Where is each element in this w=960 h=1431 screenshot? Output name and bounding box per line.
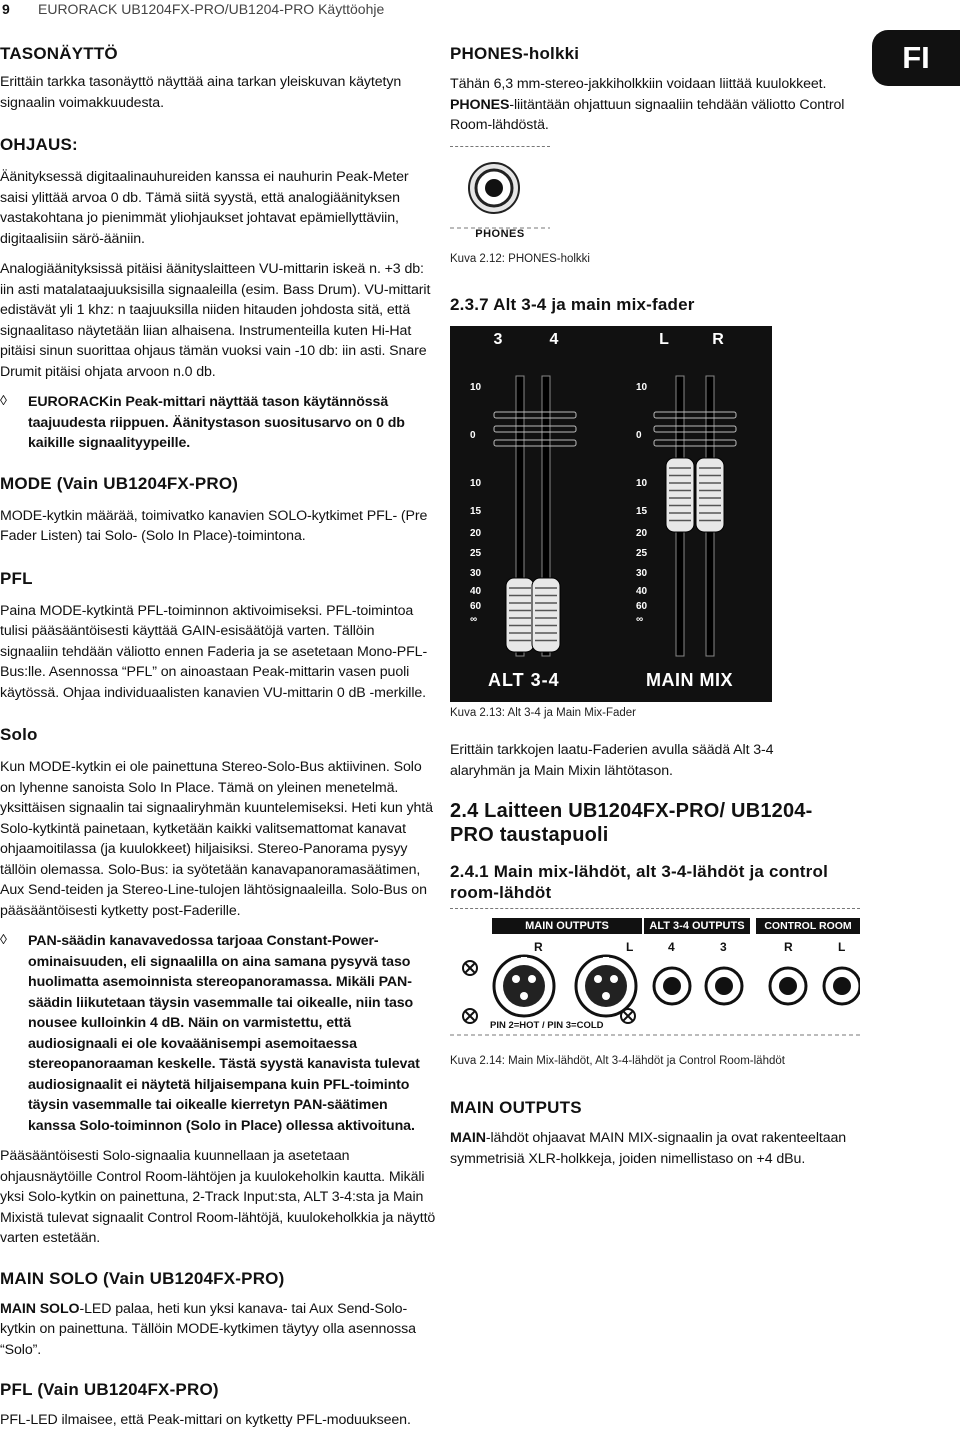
- heading-2-4-1: 2.4.1 Main mix-lähdöt, alt 3-4-lähdöt ja control room-lähdöt: [450, 862, 828, 902]
- fader-channel-label: R: [712, 331, 724, 348]
- heading-main-outputs: MAIN OUTPUTS: [450, 1098, 582, 1117]
- pin-label: PIN 2=HOT / PIN 3=COLD: [490, 1020, 604, 1031]
- fader-scale-label: 60: [636, 601, 648, 612]
- para-solo: Kun MODE-kytkin ei ole painettuna Stereo-Solo-Bus aktiivinen. Solo on lyhenne sanoista Solo In Place. Tämä on yleinen menetelmä. yksittäisen signaalin tai signaaliryhmän kuuntelemiseksi. Heti kun yhtä Solo-kytkintä painetaan, kytketään kaikki valitsemattomat kanavat ohjaamoitilassa (ja kuulokkeet) hiljaisiksi. Stereo-Panorama pysyy tällöin olemassa. Solo-Bus: ia syötetään kanavapanoramasäätimen, Aux Send-teiden ja Stereo-Line-tulojen lähtösignaaleilla. Solo-Bus on pääsääntöisesti kytketty post-Faderille.: [0, 759, 433, 919]
- jack-connector-icon: [706, 968, 742, 1004]
- fader-scale-label: 10: [636, 478, 648, 489]
- para-main-outputs: [450, 1128, 860, 1169]
- page-number: 9: [2, 1, 10, 17]
- heading-tasonaytto: TASONÄYTTÖ: [0, 44, 118, 63]
- note-pan: [0, 931, 436, 1136]
- page-header: [0, 0, 960, 24]
- diamond-icon: ◊: [0, 931, 7, 947]
- para-phones-1: Tähän 6,3 mm-stereo-jakkiholkkiin voidaan liittää kuulokkeet.: [450, 76, 827, 92]
- alt-3-4-button-label: ALT 3-4: [488, 670, 560, 690]
- jack-connector-icon: [824, 968, 860, 1004]
- para-alt: Erittäin tarkkojen laatu-Faderien avulla säädä Alt 3-4 alaryhmän ja Main Mixin lähtötason.: [450, 742, 774, 779]
- phones-panel-label: PHONES: [475, 228, 525, 240]
- fader-scale-label: 40: [636, 586, 648, 597]
- note-pan-text: PAN-säädin kanavavedossa tarjoaa Constant-Power-ominaisuuden, eli signaalilla on aina samana pysyvä taso huolimatta asemoinnista stereopanoramassa. Mikäli PAN-säädin liikutetaan täysin vasemmalle tai oikealle, niin taso nousee kulloinkin 4 dB. Näin on varmistettu, että audiosignaali ei ole kovaäänisempi asemoitaessa stereopanoraaman keskelle. Tästä syystä kanavista tulevat audiosignaalit ei näytetä hiljaisempana kuin PFL-toiminto täysin vasemmalle tai oikealle kierretyn PAN-säätimen kanssa Solo-toiminnon (Solo in Place) ollessa aktivoituna.: [28, 933, 420, 1134]
- fader-scale-label: 15: [636, 506, 648, 517]
- para-pfl-vain: PFL-LED ilmaisee, että Peak-mittari on kytketty PFL-moduukseen.: [0, 1412, 411, 1428]
- fader-scale-label: 20: [470, 528, 482, 539]
- main-term: MAIN: [450, 1130, 486, 1146]
- fader-scale-label: ∞: [470, 614, 478, 625]
- main-solo-term: MAIN SOLO: [0, 1300, 80, 1317]
- heading-2-4: 2.4 Laitteen UB1204FX-PRO/ UB1204-PRO taustapuoli: [450, 800, 813, 846]
- screw-icon: [463, 961, 477, 975]
- heading-main-solo: MAIN SOLO (Vain UB1204FX-PRO): [0, 1268, 285, 1288]
- heading-mode: MODE (Vain UB1204FX-PRO): [0, 473, 239, 493]
- alt-4-label: 4: [668, 940, 675, 954]
- para-ohjaus-1: Äänityksessä digitaalinauhureiden kanssa ei nauhurin Peak-Meter saisi ylittää arvoa 0 db. Tämä siitä syystä, että analogiäänityksen vastakohtana jo pienimmät yliohjaukset johtavat epämiellyttäviin, digitaalisiin särö-ääniin.: [0, 169, 409, 247]
- alt-outputs-panel-label: ALT 3-4 OUTPUTS: [644, 918, 750, 934]
- fader-channel-label: 4: [549, 331, 559, 348]
- main-l-label: L: [626, 940, 634, 954]
- xlr-connector-icon: [494, 956, 554, 1016]
- fader-scale-label: 40: [470, 586, 482, 597]
- control-room-panel-label: CONTROL ROOM OUT: [756, 918, 860, 934]
- jack-connector-icon: [654, 968, 690, 1004]
- output-connectors: [450, 908, 860, 1036]
- fader-channel-label: 3: [493, 331, 503, 348]
- phones-figure: [450, 146, 550, 242]
- fader-scale-label: 0: [470, 430, 476, 441]
- para-phones-2: [450, 95, 850, 136]
- heading-pfl: PFL: [0, 568, 33, 588]
- xlr-connector-icon: [576, 956, 636, 1016]
- phones-section: [450, 44, 850, 136]
- para-mode: MODE-kytkin määrää, toimivatko kanavien SOLO-kytkimet PFL- (Pre Fader Listen) tai Solo- (Solo In Place)-toimintona.: [0, 507, 428, 544]
- para-main-solo: [0, 1299, 436, 1361]
- diamond-icon: ◊: [0, 392, 7, 408]
- fader-scale-label: 20: [636, 528, 648, 539]
- main-outputs-section: [450, 1098, 860, 1169]
- fader-scale-label: 15: [470, 506, 482, 517]
- cr-r-label: R: [784, 940, 793, 954]
- para-ohjaus-2: Analogiäänityksissä pitäisi äänityslaitteen VU-mittarin iskeä n. +3 db: iin asti matalataajuuksisilla signaaleilla (esim. Bass Drum). VU-mittarit edistävät yli 1 khz: n taajuuksilla niiden hitauden johdosta sitä, että signaalitaso näytetään liian alhaisena. Instrumenteilla kuten Hi-Hat pitäisi sinun suorittaa ohjaus tämän vuoksi vain -10 db: iin asti. Snare Drumit pitäisi ohjata arvoon n.0 db.: [0, 261, 431, 380]
- fader-panel: [450, 326, 772, 702]
- note-ohjaus: [0, 392, 436, 454]
- main-solo-text: -LED palaa, heti kun yksi kanava- tai Aux Send-Solo-kytkin on painettuna. Tällöin MODE-kytkimen täytyy olla asennossa “Solo”.: [0, 1300, 416, 1358]
- heading-ohjaus: OHJAUS:: [0, 135, 78, 154]
- caption-fig-2-13: Kuva 2.13: Alt 3-4 ja Main Mix-Fader: [450, 707, 636, 719]
- caption-fig-2-14: Kuva 2.14: Main Mix-lähdöt, Alt 3-4-lähdöt ja Control Room-lähdöt: [450, 1055, 785, 1067]
- fader-scale-label: 25: [636, 548, 648, 559]
- section-2-3-7: [450, 294, 695, 315]
- main-mix-button-label: MAIN MIX: [646, 670, 733, 690]
- fader-scale-label: 10: [470, 382, 482, 393]
- heading-2-3-7: 2.3.7 Alt 3-4 ja main mix-fader: [450, 295, 695, 314]
- document-title: EURORACK UB1204FX-PRO/UB1204-PRO Käyttöohje: [38, 1, 385, 17]
- phones-text: -liitäntään ohjattuun signaaliin tehdään väliotto Control Room-lähdöstä.: [450, 96, 845, 133]
- note-ohjaus-text: EURORACKin Peak-mittari näyttää tason käytännössä taajuudesta riippuen. Äänitystason suositusarvo on 0 db kaikille signaalityypeille.: [28, 394, 405, 451]
- main-outputs-panel-label: MAIN OUTPUTS: [492, 918, 642, 934]
- fader-channel-label: L: [659, 331, 669, 348]
- main-outputs-text: -lähdöt ohjaavat MAIN MIX-signaalin ja ovat rakenteeltaan symmetrisiä XLR-holkkeja, joiden nimellistaso on +4 dBu.: [450, 1130, 847, 1167]
- fader-scale-label: 60: [470, 601, 482, 612]
- para-tasonaytto: Erittäin tarkka tasonäyttö näyttää aina tarkan yleiskuvan käytetyn signaalin voimakkuudesta.: [0, 74, 402, 111]
- heading-phones: PHONES-holkki: [450, 44, 580, 63]
- fader-figure: [450, 326, 772, 702]
- fader-scale-label: ∞: [636, 614, 644, 625]
- fader-scale-label: 10: [470, 478, 482, 489]
- caption-fig-2-12: Kuva 2.12: PHONES-holkki: [450, 253, 590, 265]
- alt-3-label: 3: [720, 940, 727, 954]
- screw-icon: [463, 1009, 477, 1023]
- fader-scale-label: 10: [636, 382, 648, 393]
- outputs-figure: [450, 908, 860, 1036]
- heading-pfl-vain: PFL (Vain UB1204FX-PRO): [0, 1380, 219, 1399]
- language-tab: FI: [872, 30, 960, 86]
- main-r-label: R: [534, 940, 543, 954]
- heading-solo: Solo: [0, 725, 38, 744]
- jack-connector-icon: [770, 968, 806, 1004]
- fader-scale-label: 0: [636, 430, 642, 441]
- fader-scale-label: 30: [470, 568, 482, 579]
- phones-term: PHONES: [450, 96, 510, 113]
- fader-scale-label: 25: [470, 548, 482, 559]
- para-solo-2: Pääsääntöisesti Solo-signaalia kuunnellaan ja asetetaan ohjausnäytöille Control Room-lähtöjen ja kuulokeholkin kautta. Mikäli yksi Solo-kytkin on painettuna, 2-Track Input:sta, ALT 3-4:sta ja Main Mixistä tulevat signaalit Control Room-lähtöjä, kuulokeholkkia ja näyttö varten estetään.: [0, 1148, 436, 1246]
- fader-scale-label: 30: [636, 568, 648, 579]
- left-column: [0, 40, 436, 1431]
- para-pfl: Paina MODE-kytkintä PFL-toiminnon aktivoimiseksi. PFL-toimintoa tulisi pääsääntöisesti käyttää GAIN-esisäätöjä varten. Tällöin signaaliin tehdään väliotto ennen Faderia ja se asetetaan Mono-PFL-Bus:lle. Asennossa “PFL” on ainoastaan Peak-mittarin vasen puoli käytössä. Ohjaa individuaalisten kanavien VU-mittarin 0 dB -merkille.: [0, 602, 428, 701]
- screw-icon: [621, 1009, 635, 1023]
- cr-l-label: L: [838, 940, 846, 954]
- alt-description: [450, 740, 830, 903]
